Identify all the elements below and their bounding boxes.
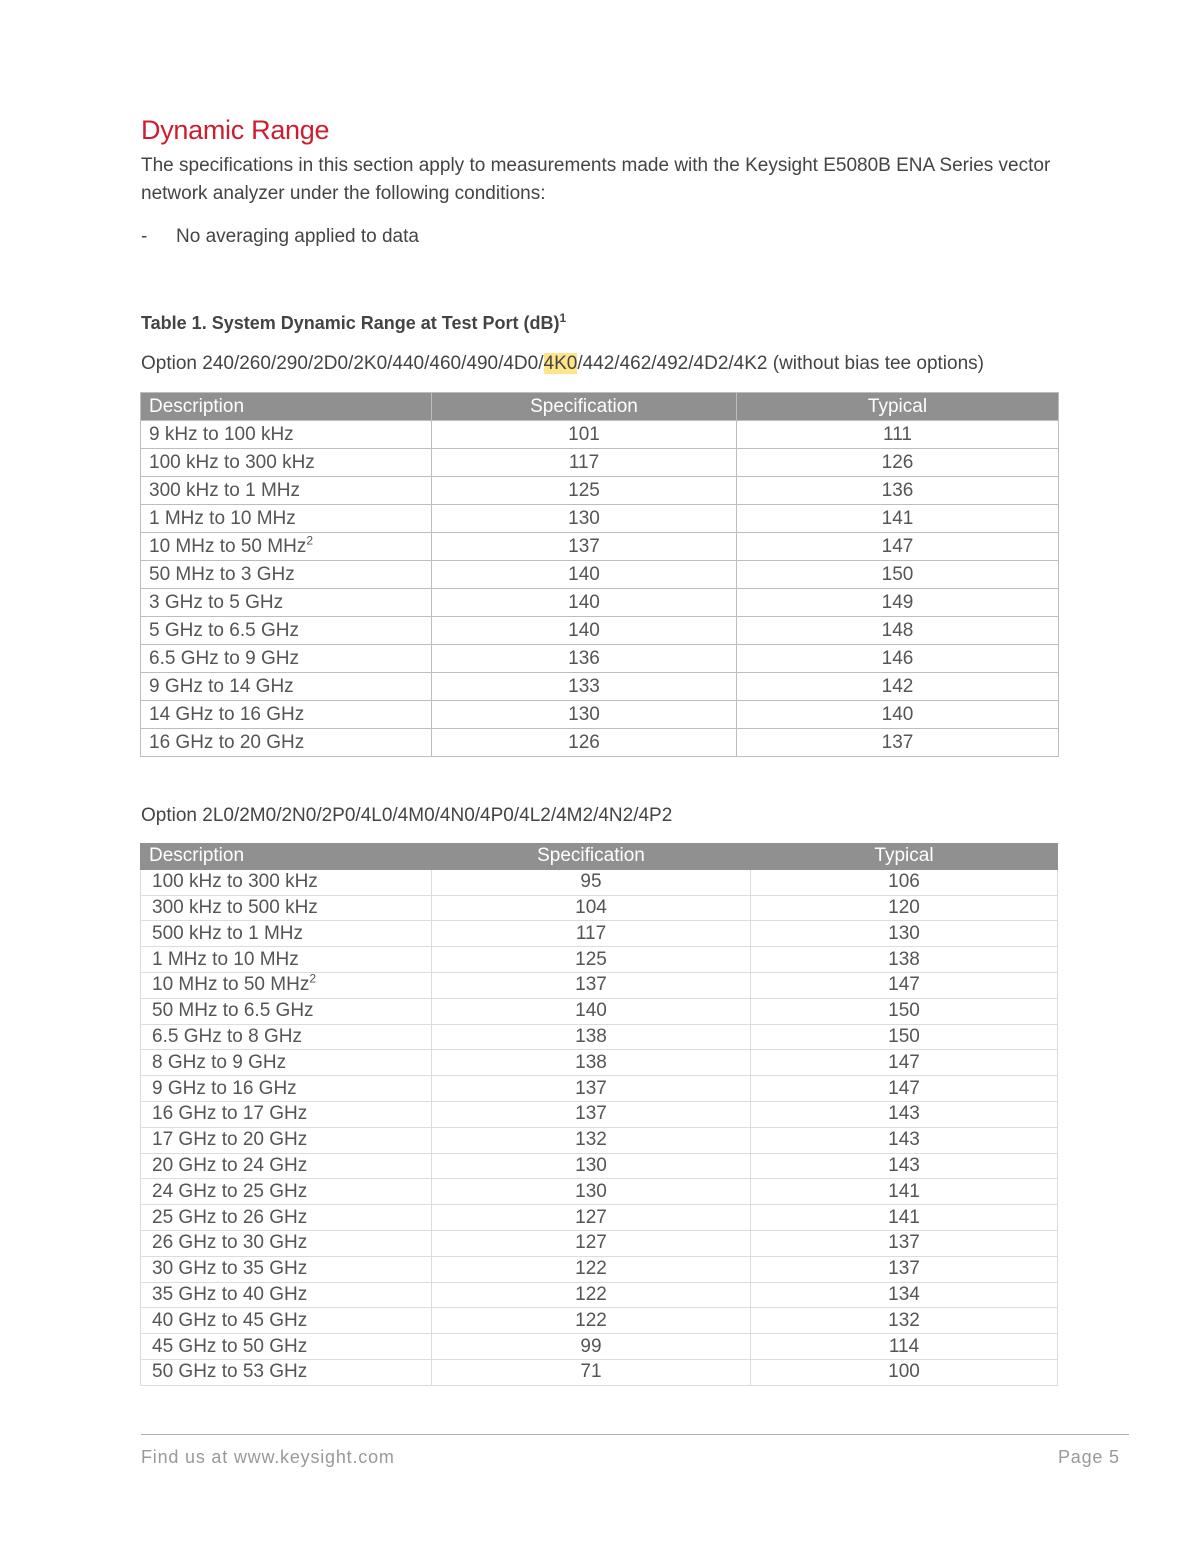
header-typical: Typical — [751, 844, 1058, 870]
table2-option-line: Option 2L0/2M0/2N0/2P0/4L0/4M0/4N0/4P0/4L2/4M2/4N2/4P2 — [141, 805, 673, 826]
table-row — [141, 645, 1059, 673]
row-specification-text: 117 — [568, 451, 600, 473]
table-row — [141, 1256, 1058, 1282]
row-typical — [737, 505, 1059, 533]
table1-body — [141, 421, 1059, 757]
row-typical-text: 147 — [888, 1077, 920, 1099]
row-description — [141, 895, 432, 921]
row-description-text: 50 GHz to 53 GHz — [152, 1361, 308, 1383]
row-typical-text: 143 — [888, 1129, 920, 1151]
row-typical — [751, 1230, 1058, 1256]
row-description-text: 300 kHz to 1 MHz — [149, 479, 300, 501]
row-specification-text: 130 — [575, 1154, 607, 1176]
row-specification — [432, 421, 737, 449]
row-specification-text: 122 — [575, 1258, 607, 1280]
row-description-text: 9 GHz to 16 GHz — [152, 1077, 297, 1099]
table-row — [141, 1334, 1058, 1360]
row-typical-text: 137 — [888, 1232, 920, 1254]
table-row — [141, 673, 1059, 701]
row-specification — [432, 972, 751, 998]
row-typical-text: 138 — [888, 948, 920, 970]
row-specification-text: 130 — [575, 1180, 607, 1202]
table-row — [141, 701, 1059, 729]
row-description — [141, 505, 432, 533]
row-typical — [751, 1282, 1058, 1308]
row-description — [141, 1101, 432, 1127]
row-typical-text: 150 — [888, 1000, 920, 1022]
row-description — [141, 1024, 432, 1050]
row-typical-text: 143 — [888, 1154, 920, 1176]
row-specification — [432, 449, 737, 477]
row-description — [141, 947, 432, 973]
row-specification-text: 125 — [575, 948, 607, 970]
table-row — [141, 972, 1058, 998]
row-typical-text: 148 — [881, 619, 914, 641]
row-description-text: 50 MHz to 3 GHz — [149, 563, 295, 585]
table-row — [141, 421, 1059, 449]
row-typical — [751, 869, 1058, 895]
table-row — [141, 1205, 1058, 1231]
row-description — [141, 1050, 432, 1076]
row-typical — [737, 477, 1059, 505]
bullet-dash: - — [141, 226, 148, 247]
row-typical — [751, 1024, 1058, 1050]
dynamic-range-table-2 — [140, 843, 1058, 1386]
row-specification-text: 130 — [568, 703, 600, 725]
row-description — [141, 998, 432, 1024]
row-specification-text: 140 — [575, 1000, 607, 1022]
row-description-text: 14 GHz to 16 GHz — [149, 703, 305, 725]
row-specification-text: 140 — [568, 591, 600, 613]
row-specification-text: 140 — [568, 563, 600, 585]
table1-caption-footnote: 1 — [559, 311, 567, 325]
row-specification — [432, 1256, 751, 1282]
row-description — [141, 589, 432, 617]
row-typical — [737, 533, 1059, 561]
row-description-text: 3 GHz to 5 GHz — [149, 591, 284, 613]
row-description-text: 9 kHz to 100 kHz — [149, 423, 294, 445]
row-description-text: 300 kHz to 500 kHz — [152, 896, 318, 918]
row-description — [141, 1076, 432, 1102]
table-header-row — [141, 393, 1059, 421]
row-typical — [751, 998, 1058, 1024]
table-row — [141, 1359, 1058, 1385]
row-description-text: 50 MHz to 6.5 GHz — [152, 1000, 314, 1022]
row-specification — [432, 895, 751, 921]
row-typical — [751, 947, 1058, 973]
row-description — [141, 972, 432, 998]
row-description-text: 10 MHz to 50 MHz — [149, 535, 307, 557]
row-description-text: 30 GHz to 35 GHz — [152, 1258, 308, 1280]
section-heading: Dynamic Range — [141, 115, 330, 145]
row-specification — [432, 998, 751, 1024]
row-specification — [432, 505, 737, 533]
table-row — [141, 729, 1059, 757]
row-typical — [737, 673, 1059, 701]
row-description — [141, 1308, 432, 1334]
row-description — [141, 1205, 432, 1231]
row-typical — [737, 701, 1059, 729]
footnote-marker: 2 — [306, 533, 314, 548]
table1-caption-text: Table 1. System Dynamic Range at Test Port (dB) — [141, 313, 560, 333]
table-row — [141, 449, 1059, 477]
table1-caption — [141, 311, 566, 334]
row-specification — [432, 1205, 751, 1231]
row-description-text: 100 kHz to 300 kHz — [152, 871, 318, 893]
row-description — [141, 477, 432, 505]
row-specification-text: 140 — [568, 619, 600, 641]
row-typical — [737, 449, 1059, 477]
row-specification-text: 95 — [580, 871, 602, 893]
table-row — [141, 505, 1059, 533]
row-typical-text: 141 — [888, 1180, 920, 1202]
table-row — [141, 1179, 1058, 1205]
row-description — [141, 1334, 432, 1360]
table-row — [141, 589, 1059, 617]
row-specification-text: 132 — [575, 1129, 607, 1151]
row-specification-text: 122 — [575, 1309, 607, 1331]
row-typical-text: 106 — [888, 871, 920, 893]
row-typical-text: 150 — [881, 563, 914, 585]
row-specification — [432, 617, 737, 645]
row-description-text: 26 GHz to 30 GHz — [152, 1232, 308, 1254]
footer-page-number: Page 5 — [1058, 1447, 1120, 1467]
table-row — [141, 617, 1059, 645]
row-typical — [751, 1205, 1058, 1231]
intro-paragraph: The specifications in this section apply to measurements made with the Keysight E5080B ENA Series vector network analyzer under the following conditions: — [141, 155, 1051, 204]
row-description — [141, 533, 432, 561]
row-description-text: 24 GHz to 25 GHz — [152, 1180, 308, 1202]
row-specification — [432, 701, 737, 729]
condition-bullet — [141, 224, 419, 250]
row-typical-text: 147 — [888, 1051, 920, 1073]
header-description: Description — [141, 844, 432, 870]
row-specification-text: 137 — [568, 535, 600, 557]
row-typical — [751, 972, 1058, 998]
row-specification-text: 137 — [575, 1103, 607, 1125]
row-typical — [737, 421, 1059, 449]
table-row — [141, 1282, 1058, 1308]
row-typical-text: 140 — [881, 703, 914, 725]
table-row — [141, 477, 1059, 505]
row-description — [141, 449, 432, 477]
row-description — [141, 1153, 432, 1179]
row-specification-text: 125 — [568, 479, 600, 501]
row-typical — [751, 1334, 1058, 1360]
row-typical-text: 130 — [888, 922, 920, 944]
row-typical-text: 100 — [888, 1361, 920, 1383]
row-description — [141, 1230, 432, 1256]
row-specification — [432, 1024, 751, 1050]
row-description — [141, 701, 432, 729]
table-row — [141, 533, 1059, 561]
row-description — [141, 1256, 432, 1282]
row-description-text: 6.5 GHz to 9 GHz — [149, 647, 299, 669]
row-description-text: 16 GHz to 17 GHz — [152, 1103, 308, 1125]
row-description — [141, 921, 432, 947]
table-row — [141, 947, 1058, 973]
row-specification — [432, 1334, 751, 1360]
option-text-before: Option 240/260/290/2D0/2K0/440/460/490/4D0/ — [141, 353, 544, 374]
row-description — [141, 1127, 432, 1153]
bullet-text: No averaging applied to data — [176, 226, 419, 247]
row-typical-text: 136 — [881, 479, 914, 501]
row-description-text: 1 MHz to 10 MHz — [149, 507, 296, 529]
row-typical — [751, 1359, 1058, 1385]
row-specification — [432, 921, 751, 947]
row-description-text: 5 GHz to 6.5 GHz — [149, 619, 299, 641]
row-typical — [751, 1153, 1058, 1179]
row-typical-text: 141 — [888, 1206, 920, 1228]
row-specification-text: 138 — [575, 1051, 607, 1073]
row-typical-text: 142 — [881, 675, 914, 697]
row-specification-text: 122 — [575, 1283, 607, 1305]
row-typical — [751, 1076, 1058, 1102]
row-specification-text: 127 — [575, 1206, 607, 1228]
row-typical-text: 149 — [881, 591, 914, 613]
option-highlight: 4K0 — [543, 353, 578, 374]
table-row — [141, 1101, 1058, 1127]
row-typical-text: 126 — [881, 451, 914, 473]
row-description — [141, 729, 432, 757]
row-description — [141, 645, 432, 673]
footer-divider — [141, 1434, 1129, 1435]
table-row — [141, 1308, 1058, 1334]
footer-website: Find us at www.keysight.com — [141, 1447, 395, 1467]
table-row — [141, 1230, 1058, 1256]
row-typical-text: 120 — [888, 896, 920, 918]
row-description — [141, 1282, 432, 1308]
row-typical — [751, 1256, 1058, 1282]
row-specification — [432, 947, 751, 973]
row-specification — [432, 477, 737, 505]
row-description-text: 8 GHz to 9 GHz — [152, 1051, 287, 1073]
row-specification-text: 126 — [568, 731, 600, 753]
row-typical-text: 137 — [888, 1258, 920, 1280]
row-specification-text: 71 — [580, 1361, 602, 1383]
option-text-after: /442/462/492/4D2/4K2 (without bias tee options) — [577, 353, 984, 374]
row-description — [141, 421, 432, 449]
row-typical — [751, 1127, 1058, 1153]
row-specification-text: 136 — [568, 647, 600, 669]
row-description-text: 20 GHz to 24 GHz — [152, 1154, 308, 1176]
row-specification — [432, 1230, 751, 1256]
row-specification-text: 138 — [575, 1025, 607, 1047]
row-specification — [432, 1153, 751, 1179]
header-specification: Specification — [432, 844, 751, 870]
row-specification-text: 104 — [575, 896, 607, 918]
row-typical-text: 134 — [888, 1283, 920, 1305]
row-specification — [432, 645, 737, 673]
table-row — [141, 561, 1059, 589]
row-typical — [751, 895, 1058, 921]
row-description — [141, 561, 432, 589]
row-specification-text: 133 — [568, 675, 600, 697]
table2-body — [141, 869, 1058, 1385]
row-typical — [737, 729, 1059, 757]
table-row — [141, 998, 1058, 1024]
row-typical-text: 150 — [888, 1025, 920, 1047]
row-specification — [432, 869, 751, 895]
header-typical: Typical — [737, 393, 1059, 421]
row-typical — [751, 1101, 1058, 1127]
row-typical-text: 147 — [881, 535, 914, 557]
table-row — [141, 1127, 1058, 1153]
row-specification — [432, 673, 737, 701]
table-row — [141, 869, 1058, 895]
table-row — [141, 1076, 1058, 1102]
row-specification — [432, 1359, 751, 1385]
row-typical — [737, 617, 1059, 645]
table-row — [141, 1153, 1058, 1179]
row-typical-text: 132 — [888, 1309, 920, 1331]
row-description-text: 10 MHz to 50 MHz — [152, 974, 310, 996]
row-description-text: 500 kHz to 1 MHz — [152, 922, 303, 944]
row-description-text: 35 GHz to 40 GHz — [152, 1283, 308, 1305]
row-description — [141, 673, 432, 701]
row-description-text: 100 kHz to 300 kHz — [149, 451, 315, 473]
row-specification — [432, 1282, 751, 1308]
row-description-text: 17 GHz to 20 GHz — [152, 1129, 308, 1151]
row-description-text: 6.5 GHz to 8 GHz — [152, 1025, 302, 1047]
row-specification — [432, 729, 737, 757]
row-typical — [751, 1050, 1058, 1076]
row-specification — [432, 1050, 751, 1076]
row-typical — [751, 921, 1058, 947]
row-description-text: 9 GHz to 14 GHz — [149, 675, 294, 697]
row-specification — [432, 589, 737, 617]
row-specification — [432, 1127, 751, 1153]
header-description: Description — [141, 393, 432, 421]
row-description — [141, 1179, 432, 1205]
row-typical-text: 111 — [883, 423, 912, 445]
row-description-text: 16 GHz to 20 GHz — [149, 731, 305, 753]
row-typical-text: 143 — [888, 1103, 920, 1125]
row-description-text: 40 GHz to 45 GHz — [152, 1309, 308, 1331]
row-typical-text: 141 — [881, 507, 914, 529]
dynamic-range-table-1 — [140, 392, 1059, 757]
row-specification-text: 117 — [575, 922, 607, 944]
row-specification — [432, 1179, 751, 1205]
row-specification-text: 137 — [575, 974, 607, 996]
table1-option-line — [141, 353, 984, 375]
row-specification — [432, 1101, 751, 1127]
table-row — [141, 1050, 1058, 1076]
row-specification-text: 101 — [568, 423, 600, 445]
row-typical — [737, 645, 1059, 673]
row-description — [141, 1359, 432, 1385]
row-description — [141, 617, 432, 645]
table-row — [141, 895, 1058, 921]
table-row — [141, 1024, 1058, 1050]
row-specification-text: 130 — [568, 507, 600, 529]
row-typical — [751, 1308, 1058, 1334]
footnote-marker: 2 — [309, 972, 317, 987]
row-typical — [751, 1179, 1058, 1205]
row-description-text: 25 GHz to 26 GHz — [152, 1206, 308, 1228]
header-specification: Specification — [432, 393, 737, 421]
row-description — [141, 869, 432, 895]
row-typical-text: 146 — [881, 647, 914, 669]
row-description-text: 1 MHz to 10 MHz — [152, 948, 299, 970]
row-specification-text: 127 — [575, 1232, 607, 1254]
table-header-row — [141, 844, 1058, 870]
row-typical — [737, 589, 1059, 617]
row-specification-text: 99 — [580, 1335, 602, 1357]
row-typical-text: 147 — [888, 974, 920, 996]
row-specification-text: 137 — [575, 1077, 607, 1099]
row-specification — [432, 1308, 751, 1334]
row-specification — [432, 1076, 751, 1102]
row-specification — [432, 533, 737, 561]
table-row — [141, 921, 1058, 947]
row-typical-text: 114 — [888, 1335, 920, 1357]
row-specification — [432, 561, 737, 589]
row-typical-text: 137 — [881, 731, 914, 753]
row-description-text: 45 GHz to 50 GHz — [152, 1335, 308, 1357]
row-typical — [737, 561, 1059, 589]
